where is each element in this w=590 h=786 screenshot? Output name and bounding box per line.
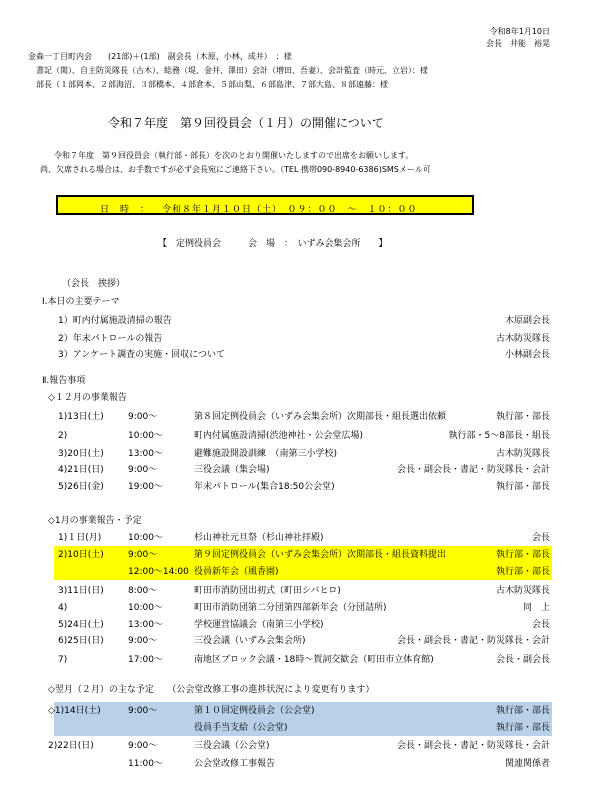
schedule-day: 4) bbox=[58, 603, 68, 613]
schedule-event: 第９回定例役員会（いずみ会集会所）次期部長・組長資料提出 bbox=[194, 550, 447, 560]
schedule-event: 三役会議（集会場) bbox=[194, 465, 270, 475]
schedule-time: 17:00～ bbox=[128, 655, 163, 665]
meeting-datetime-box bbox=[56, 195, 474, 215]
schedule-row bbox=[0, 482, 590, 493]
intro-line-2: 尚、欠席される場合は、お手数ですが必ず会長宛にご連絡下さい。（TEL 携帯090-8940-6386)SMSメール可 bbox=[40, 165, 431, 174]
schedule-attendees: 会長・副会長・書記・防災隊長・会計 bbox=[396, 741, 550, 751]
section-1-heading: Ⅰ.本日の主要テーマ bbox=[42, 297, 120, 307]
chair-greeting: （会長 挨拶） bbox=[62, 279, 126, 289]
schedule-attendees: 執行部・部長 bbox=[495, 567, 550, 577]
schedule-event: 町田市消防団第二分団第四部新年会（分団詰所) bbox=[194, 603, 387, 613]
theme-item bbox=[0, 350, 590, 361]
schedule-row bbox=[0, 412, 590, 423]
schedule-event: 三役会議（公会堂) bbox=[194, 741, 270, 751]
schedule-row bbox=[0, 741, 590, 752]
schedule-time: 19:00～ bbox=[128, 482, 163, 492]
schedule-row bbox=[0, 431, 590, 442]
schedule-event: 役員手当支給（公会堂) bbox=[194, 723, 288, 733]
schedule-row bbox=[0, 586, 590, 597]
theme-item-label: 3）アンケート調査の実施・回収について bbox=[58, 350, 226, 360]
theme-item bbox=[0, 316, 590, 327]
schedule-time: 10:00～ bbox=[128, 533, 163, 543]
sender-name: 会長 井能 裕晃 bbox=[486, 39, 550, 48]
theme-item bbox=[0, 334, 590, 345]
schedule-time: 9:00～ bbox=[128, 412, 158, 422]
schedule-event: 第８回定例役員会（いずみ会集会所）次期部長・組長選出依頼 bbox=[194, 412, 447, 422]
schedule-day: 6)25日(日) bbox=[58, 636, 104, 646]
schedule-time: 10:00～ bbox=[128, 431, 163, 441]
section-2-heading: Ⅱ.報告事項 bbox=[42, 376, 86, 386]
schedule-time: 8:00～ bbox=[128, 586, 158, 596]
schedule-row bbox=[0, 465, 590, 476]
schedule-attendees: 古木防災隊長 bbox=[495, 449, 550, 459]
schedule-day: 2)10日(土) bbox=[58, 550, 104, 560]
schedule-day: 5)24日(土) bbox=[58, 620, 104, 630]
addressee-line-3: 部長（１部岡本、２部海沼、３部橋本、４部倉本、５部山梨、６部島津、７部大島、８部遠藤：様 bbox=[36, 80, 388, 89]
intro-line-1: 令和７年度 第９回役員会（執行部・部長）を次のとおり開催いたしますので出席をお願いします。 bbox=[54, 151, 414, 160]
schedule-event: 町田市消防団出初式（町田シバヒロ) bbox=[194, 586, 341, 596]
january-heading: ◇1月の事業報告・予定 bbox=[48, 516, 142, 526]
schedule-day: ◇1)14日(土) bbox=[48, 706, 101, 716]
schedule-event: 第１０回定例役員会（公会堂) bbox=[194, 706, 315, 716]
theme-item-person: 古木防災隊長 bbox=[495, 334, 550, 344]
schedule-day: 3)20日(土) bbox=[58, 449, 104, 459]
schedule-attendees: 会長 bbox=[531, 620, 550, 630]
schedule-row bbox=[0, 620, 590, 631]
schedule-attendees: 執行部・部長 bbox=[495, 706, 550, 716]
schedule-attendees: 会長・副会長・書記・防災隊長・会計 bbox=[396, 465, 550, 475]
schedule-day: 1)13日(土) bbox=[58, 412, 104, 422]
schedule-time: 9:00～ bbox=[128, 636, 158, 646]
schedule-row bbox=[0, 723, 590, 734]
schedule-day: 1)１日(月) bbox=[58, 533, 102, 543]
schedule-attendees: 執行部・部長 bbox=[495, 412, 550, 422]
schedule-time: 13:00～ bbox=[128, 620, 163, 630]
schedule-time: 11:00～ bbox=[128, 759, 163, 769]
schedule-day: 2) bbox=[58, 431, 68, 441]
addressee-line-2: 書記（関）、自主防災隊長（古木）、総務（堤、金井、澤田）会計（増田、吾妻）、会計監査（時元、立岩）：様 bbox=[36, 66, 428, 75]
schedule-time: 9:00～ bbox=[128, 706, 158, 716]
schedule-event: 三役会議（いずみ会集会所) bbox=[194, 636, 306, 646]
schedule-attendees: 古木防災隊長 bbox=[495, 586, 550, 596]
addressee-line-1: 金森一丁目町内会 (21部)＋(1部) 副会長（木原、小林、成井） ：様 bbox=[28, 52, 292, 61]
schedule-attendees: 執行部・5～8部長・組長 bbox=[448, 431, 550, 441]
datetime-label: 日 時 ： bbox=[100, 205, 151, 215]
schedule-row bbox=[0, 706, 590, 717]
schedule-event: 学校運営協議会（南第三小学校) bbox=[194, 620, 324, 630]
schedule-day: 7) bbox=[58, 655, 68, 665]
schedule-event: 杉山神社元旦祭（杉山神社拝殿) bbox=[194, 533, 324, 543]
theme-item-label: 1）町内付属施設清掃の報告 bbox=[58, 316, 172, 326]
schedule-row bbox=[0, 636, 590, 647]
schedule-day: 4)21日(日) bbox=[58, 465, 104, 475]
schedule-row bbox=[0, 550, 590, 561]
schedule-attendees: 会長・副会長 bbox=[495, 655, 550, 665]
schedule-day: 5)26日(金) bbox=[58, 482, 104, 492]
schedule-event: 町内付属施設清掃(渋池神社・公会堂広場) bbox=[194, 431, 364, 441]
schedule-row bbox=[0, 449, 590, 460]
schedule-row bbox=[0, 533, 590, 544]
schedule-time: 9:00～ bbox=[128, 550, 158, 560]
schedule-event: 避難施設開設訓練 （南第三小学校) bbox=[194, 449, 338, 459]
theme-item-label: 2）年末パトロールの報告 bbox=[58, 334, 163, 344]
schedule-event: 南地区ブロック会議・18時～賀詞交歓会（町田市立体育館) bbox=[194, 655, 434, 665]
december-heading: ◇１２月の事業報告 bbox=[48, 393, 127, 403]
schedule-time: 10:00～ bbox=[128, 603, 163, 613]
schedule-time: 12:00～14:00 bbox=[128, 567, 189, 577]
schedule-row bbox=[0, 655, 590, 666]
schedule-time: 9:00～ bbox=[128, 741, 158, 751]
schedule-attendees: 同 上 bbox=[522, 603, 550, 613]
schedule-day: 2)22日(日) bbox=[48, 741, 94, 751]
schedule-event: 年末パトロール(集合18:50公会堂) bbox=[194, 482, 335, 492]
document-date: 令和8年1月10日 bbox=[489, 27, 550, 36]
schedule-row bbox=[0, 567, 590, 578]
schedule-attendees: 会長 bbox=[531, 533, 550, 543]
schedule-attendees: 執行部・部長 bbox=[495, 482, 550, 492]
schedule-attendees: 執行部・部長 bbox=[495, 550, 550, 560]
theme-item-person: 小林副会長 bbox=[504, 350, 550, 360]
schedule-row bbox=[0, 603, 590, 614]
schedule-day: 3)11日(日) bbox=[58, 586, 104, 596]
theme-item-person: 木原副会長 bbox=[504, 316, 550, 326]
document-title: 令和７年度 第９回役員会（１月）の開催について bbox=[108, 116, 384, 130]
schedule-row bbox=[0, 759, 590, 770]
datetime-value: 令和８年１月１０日（土） ０９：００ ～ １０：００ bbox=[162, 205, 418, 215]
schedule-attendees: 執行部・部長 bbox=[495, 723, 550, 733]
schedule-event: 役員新年会（風香園) bbox=[194, 567, 279, 577]
schedule-time: 9:00～ bbox=[128, 465, 158, 475]
schedule-attendees: 会長・副会長・書記・防災隊長・会計 bbox=[396, 636, 550, 646]
venue-line: 【 定例役員会 会 場 ： いずみ会集会所 】 bbox=[158, 239, 388, 249]
february-heading: ◇翌月（２月）の主な予定 （公会堂改修工事の進捗状況により変更有ります） bbox=[48, 685, 375, 695]
schedule-event: 公会堂改修工事報告 bbox=[194, 759, 276, 769]
schedule-time: 13:00～ bbox=[128, 449, 163, 459]
schedule-attendees: 関連関係者 bbox=[504, 759, 550, 769]
